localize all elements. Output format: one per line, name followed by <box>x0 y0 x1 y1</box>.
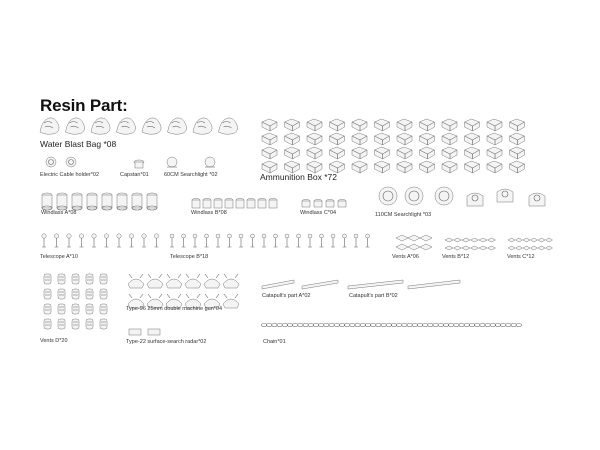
label-vents-d: Vents D*20 <box>40 338 68 344</box>
label-electric-cable-holder: Electric Cable holder*02 <box>40 172 100 178</box>
label-searchlight-110cm: 110CM Searchlight *03 <box>375 212 432 218</box>
label-ammunition-box: Ammunition Box *72 <box>260 172 338 182</box>
searchlight-110cm-parts <box>379 187 453 205</box>
label-catapult-a: Catapult's part A*02 <box>262 293 311 299</box>
searchlight-mount-parts <box>467 189 545 206</box>
windlass-a-parts <box>42 193 157 210</box>
telescope-a-parts <box>42 234 159 247</box>
machine-gun-parts <box>128 274 239 308</box>
label-vents-a: Vents A*06 <box>392 254 419 260</box>
water-blast-bag-parts <box>40 118 238 134</box>
label-catapult-b: Catapult's part B*02 <box>349 293 398 299</box>
label-windlass-c: Windlass C*04 <box>300 210 337 216</box>
label-searchlight-60cm: 60CM Searchlight *02 <box>164 172 218 178</box>
chain-part <box>261 324 521 327</box>
electric-cable-holder-parts <box>46 157 76 167</box>
ammunition-box-parts <box>262 119 525 173</box>
label-telescope-a: Telescope A*10 <box>40 254 78 260</box>
label-chain: Chain*01 <box>263 339 286 345</box>
label-capstan: Capstan*01 <box>120 172 149 178</box>
vents-d-parts <box>44 274 107 329</box>
label-vents-c: Vents C*12 <box>507 254 535 260</box>
label-radar: Type-22 surface-search radar*02 <box>126 339 207 345</box>
telescope-b-parts <box>170 234 370 247</box>
radar-parts <box>129 329 160 335</box>
windlass-c-parts <box>302 199 346 207</box>
label-vents-b: Vents B*12 <box>442 254 470 260</box>
label-water-blast-bag: Water Blast Bag *08 <box>40 139 117 149</box>
label-telescope-b: Telescope B*18 <box>170 254 209 260</box>
label-machine-gun: Type-96 25mm double machine gun*04 <box>126 306 223 312</box>
label-windlass-a: Windlass A*08 <box>41 210 77 216</box>
page-title: Resin Part: <box>40 96 128 115</box>
vents-a-parts <box>396 235 432 250</box>
vents-b-parts <box>445 238 496 250</box>
capstan-part <box>134 160 144 168</box>
catapult-parts <box>262 280 460 289</box>
vents-c-parts <box>508 238 553 250</box>
windlass-b-parts <box>192 198 277 208</box>
searchlight-60cm-parts <box>167 157 215 167</box>
label-windlass-b: Windlass B*08 <box>191 210 227 216</box>
